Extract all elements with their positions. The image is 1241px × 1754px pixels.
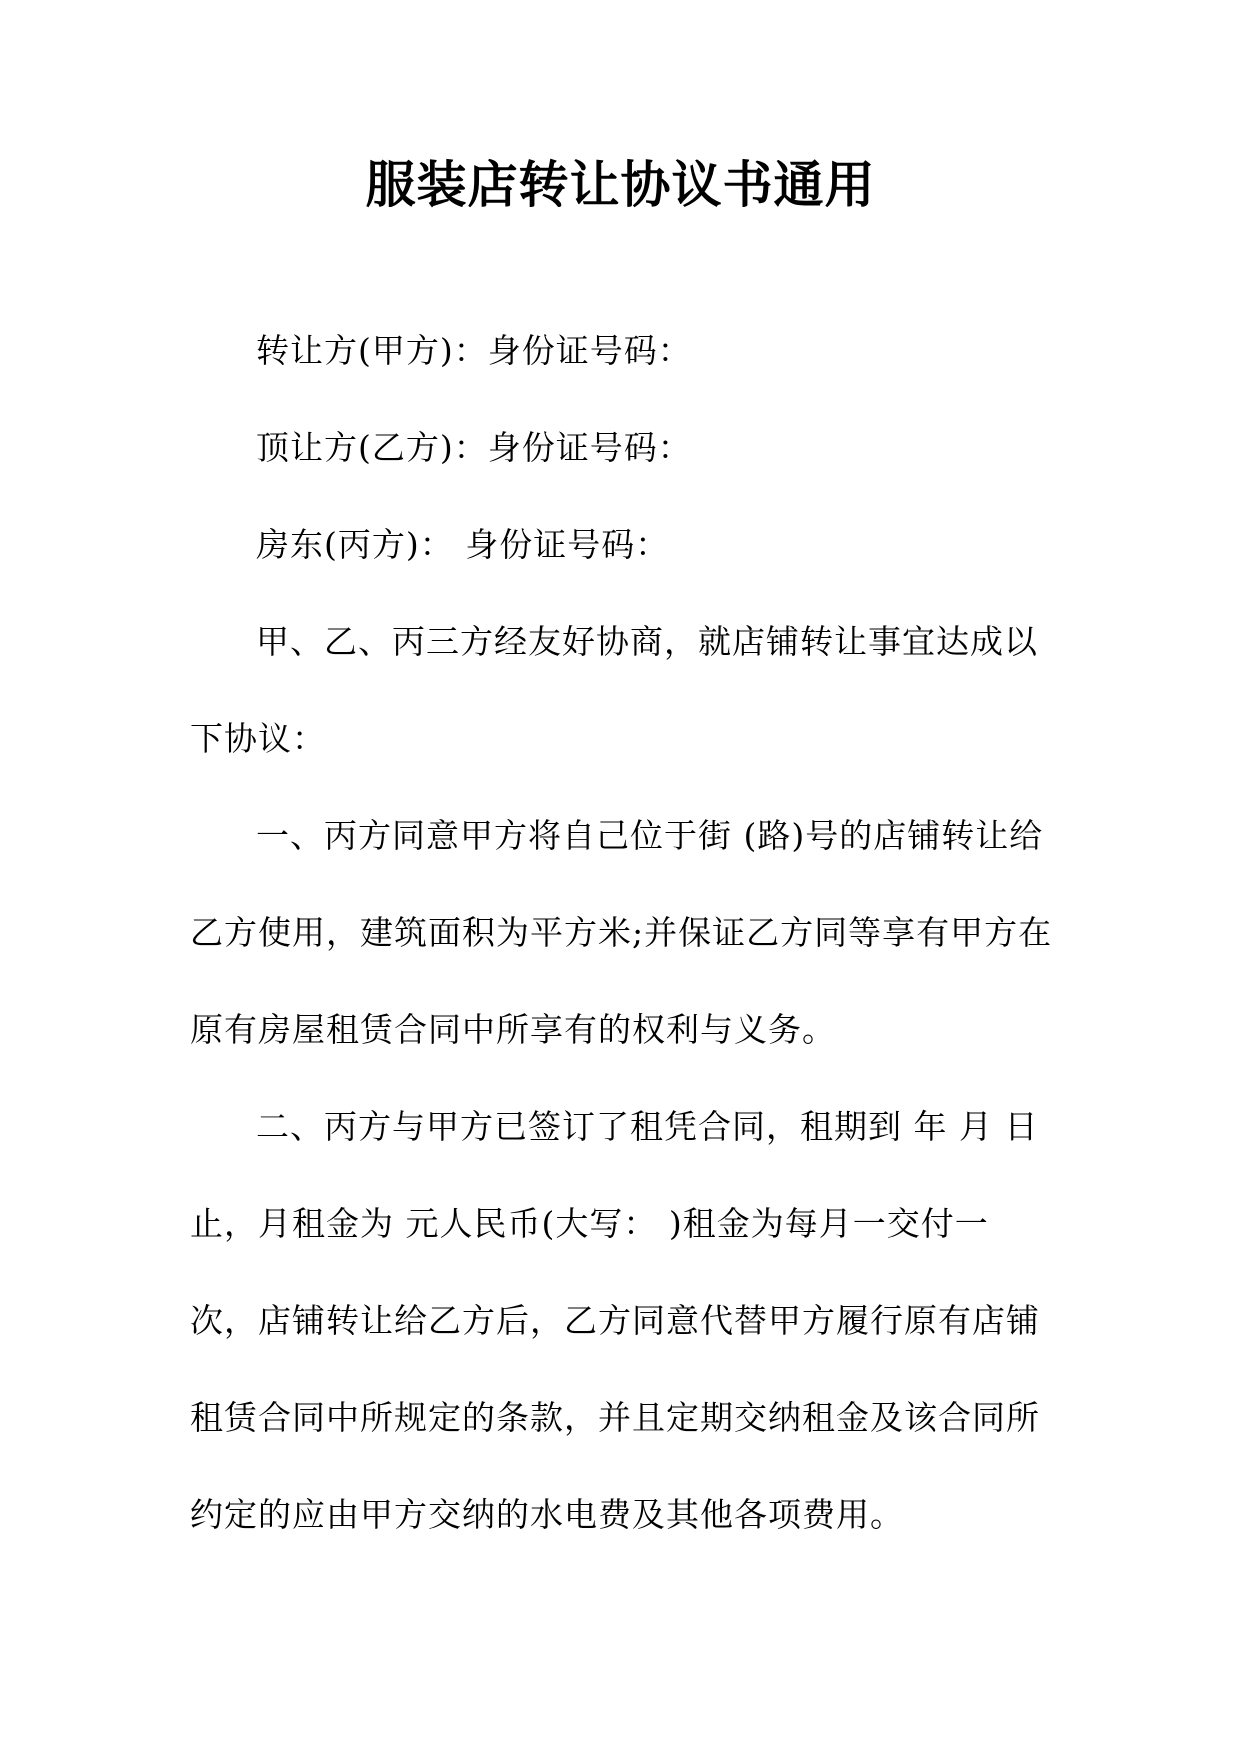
text-line: 止，月租金为 元人民币(大写： )租金为每月一交付一 xyxy=(190,1204,989,1243)
text-line: 次，店铺转让给乙方后，乙方同意代替甲方履行原有店铺 xyxy=(190,1301,1040,1340)
text-line: 乙方使用，建筑面积为平方米;并保证乙方同等享有甲方在 xyxy=(190,913,1053,952)
text-line: 租赁合同中所规定的条款，并且定期交纳租金及该合同所 xyxy=(190,1398,1040,1437)
clause-1-paragraph xyxy=(190,787,1053,1078)
text-line: 甲、乙、丙三方经友好协商，就店铺转让事宜达成以 xyxy=(256,622,1038,661)
text-line: 下协议： xyxy=(190,719,326,758)
text-line: 二、丙方与甲方已签订了租凭合同，租期到 年 月 日 xyxy=(256,1107,1039,1146)
party-b-line xyxy=(190,399,1050,496)
text-line: 房东(丙方)： 身份证号码： xyxy=(256,525,670,564)
document-title: 服装店转让协议书通用 xyxy=(365,155,876,214)
document-body xyxy=(190,302,1053,1563)
text-line: 原有房屋租赁合同中所享有的权利与义务。 xyxy=(190,1010,836,1049)
party-c-line xyxy=(190,496,1050,593)
text-line: 转让方(甲方)：身份证号码： xyxy=(256,331,692,370)
party-a-line xyxy=(190,302,1050,399)
text-line: 顶让方(乙方)：身份证号码： xyxy=(256,428,692,467)
text-line: 约定的应由甲方交纳的水电费及其他各项费用。 xyxy=(190,1495,904,1534)
intro-paragraph xyxy=(190,593,1050,787)
text-line: 一、丙方同意甲方将自己位于街 (路)号的店铺转让给 xyxy=(256,816,1044,855)
clause-2-paragraph xyxy=(190,1078,1050,1563)
